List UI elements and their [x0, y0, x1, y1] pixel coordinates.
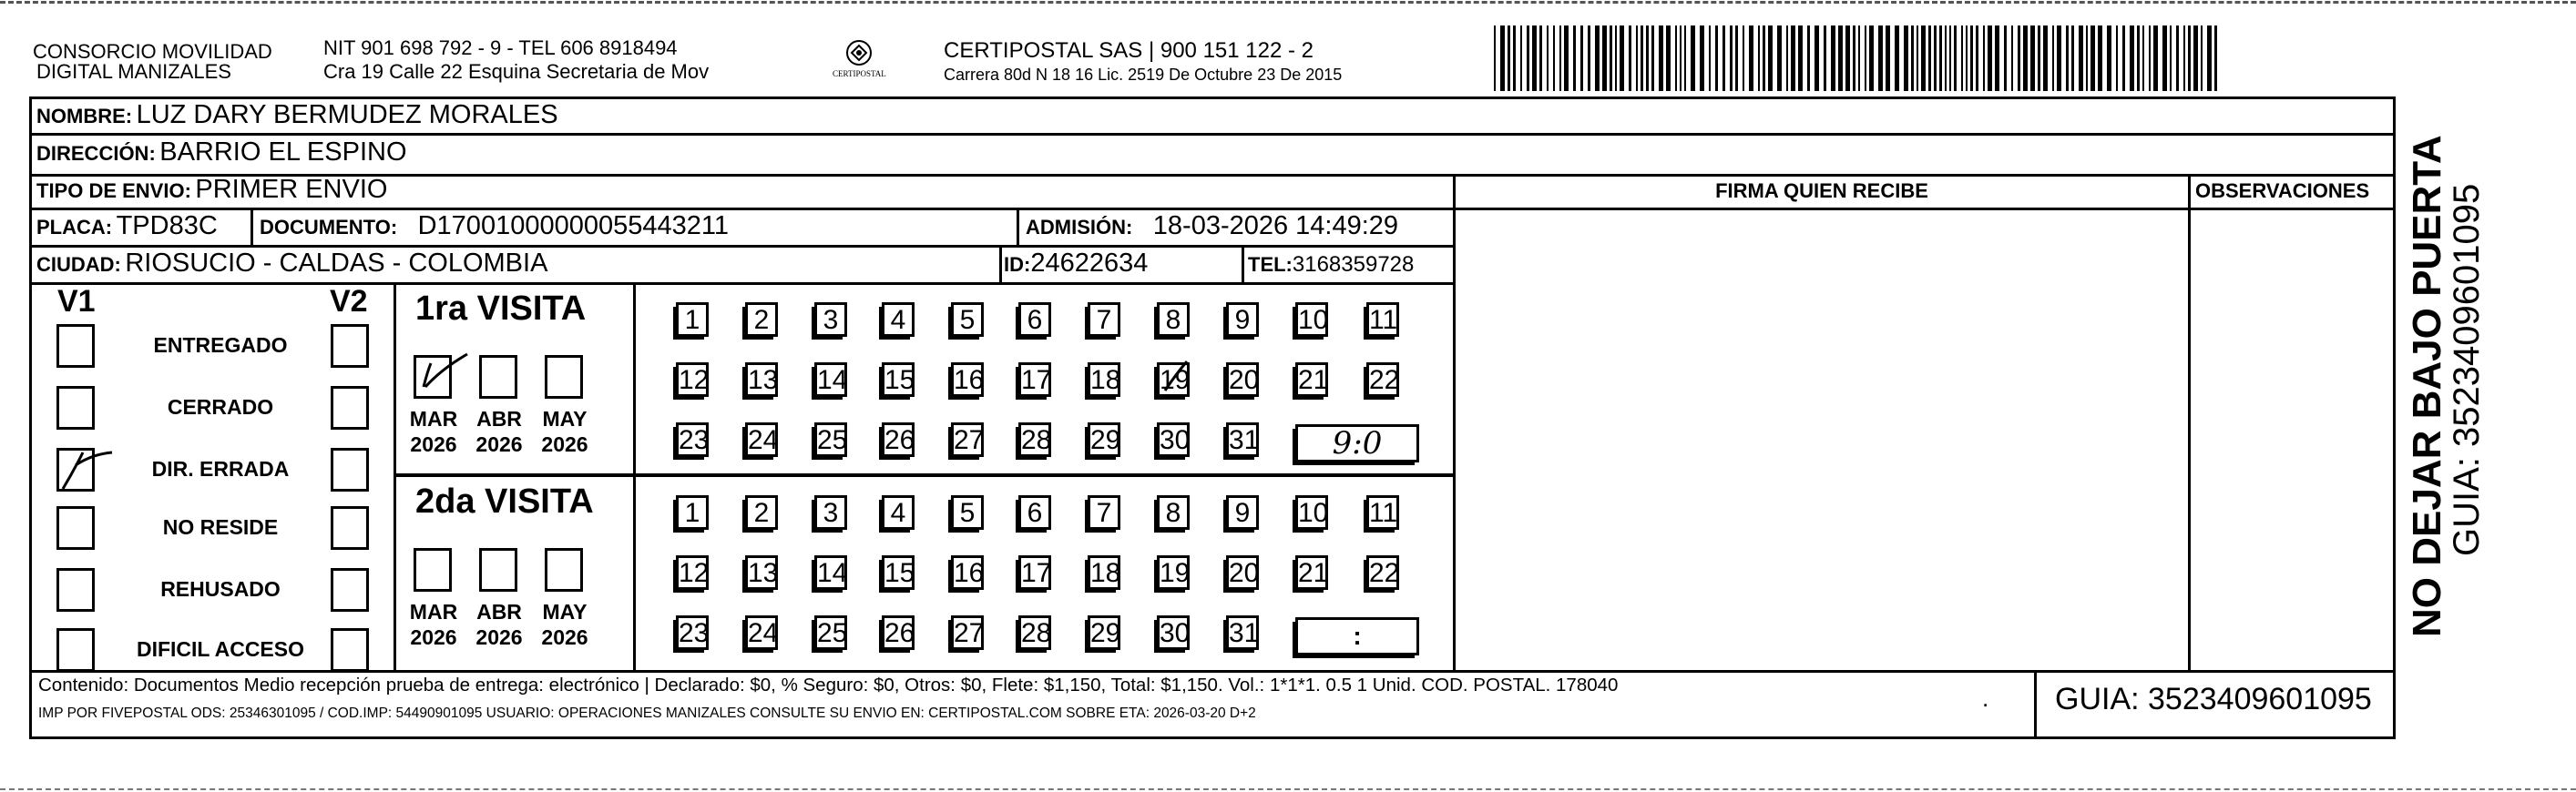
- day-box[interactable]: 31: [1226, 615, 1259, 650]
- v2-checkbox-5[interactable]: [331, 568, 369, 612]
- day-box[interactable]: 24: [745, 422, 778, 457]
- status-option-label: CERRADO: [167, 395, 274, 419]
- admision-field: [1026, 211, 1398, 241]
- placa-value: TPD83C: [116, 211, 218, 240]
- day-box[interactable]: 26: [882, 615, 915, 650]
- day-box[interactable]: 2: [745, 495, 778, 530]
- company-name-line1: CONSORCIO MOVILIDAD: [33, 40, 272, 63]
- day-box[interactable]: 3: [814, 495, 847, 530]
- status-option-label: ENTREGADO: [153, 333, 288, 357]
- imp-text: IMP POR FIVEPOSTAL ODS: 25346301095 / COD.IMP: 54490901095 USUARIO: OPERACIONES MANIZALES CONSULTE SU ENVIO EN: CERTIPOSTAL.COM SOBRE ETA: 2026-03-20 D+2: [38, 706, 1256, 721]
- v1-checkbox-3[interactable]: [56, 448, 95, 492]
- status-option-label: NO RESIDE: [162, 515, 279, 539]
- day-box[interactable]: 9: [1226, 495, 1259, 530]
- year-label: 2026: [541, 432, 588, 456]
- placa-label: PLACA:: [36, 216, 113, 239]
- day-box[interactable]: 30: [1157, 422, 1190, 457]
- v2-checkbox-3[interactable]: [331, 448, 369, 492]
- day-box[interactable]: 5: [951, 302, 984, 337]
- month-checkbox[interactable]: [479, 355, 517, 399]
- year-label: 2026: [410, 432, 457, 456]
- admision-value: 18-03-2026 14:49:29: [1152, 211, 1399, 240]
- month-checkbox[interactable]: [545, 548, 583, 592]
- placa-field: [36, 211, 218, 241]
- documento-value: D17001000000055443211: [417, 211, 729, 240]
- v2-header: V2: [330, 284, 368, 319]
- time-box[interactable]: 9:0: [1295, 424, 1419, 462]
- day-box[interactable]: 17: [1018, 362, 1051, 397]
- day-box[interactable]: 21: [1295, 362, 1328, 397]
- day-box[interactable]: 26: [882, 422, 915, 457]
- company-address: Cra 19 Calle 22 Esquina Secretaria de Mov: [323, 60, 710, 83]
- direccion-label: DIRECCIÓN:: [36, 142, 156, 165]
- month-checkbox[interactable]: [414, 548, 452, 592]
- day-box[interactable]: 10: [1295, 495, 1328, 530]
- day-box[interactable]: 10: [1295, 302, 1328, 337]
- month-checkbox[interactable]: [545, 355, 583, 399]
- direccion-field: [36, 137, 407, 168]
- day-box[interactable]: 4: [882, 495, 915, 530]
- observaciones-header: OBSERVACIONES: [2195, 179, 2370, 202]
- month-label: MAY: [542, 600, 588, 624]
- month-label: ABR: [476, 600, 522, 624]
- tipo-envio-label: TIPO DE ENVIO:: [36, 179, 191, 202]
- day-box[interactable]: 11: [1366, 495, 1399, 530]
- v1-header: V1: [57, 284, 96, 319]
- bottom-line: [0, 788, 2576, 790]
- day-box[interactable]: 28: [1018, 615, 1051, 650]
- day-box[interactable]: 27: [951, 615, 984, 650]
- v2-checkbox-1[interactable]: [331, 324, 369, 368]
- year-label: 2026: [410, 625, 457, 649]
- nombre-field: [36, 100, 558, 130]
- year-label: 2026: [475, 432, 523, 456]
- day-box[interactable]: 18: [1088, 555, 1120, 590]
- cut-line: [0, 1, 2576, 4]
- day-box[interactable]: 15: [882, 555, 915, 590]
- month-label: MAR: [409, 600, 458, 624]
- ciudad-label: CIUDAD:: [36, 253, 121, 276]
- day-box[interactable]: 4: [882, 302, 915, 337]
- id-value: 24622634: [1030, 249, 1149, 278]
- documento-label: DOCUMENTO:: [260, 216, 398, 239]
- day-box[interactable]: 1: [676, 302, 709, 337]
- month-checkbox[interactable]: [414, 355, 452, 399]
- certipostal-logo: [827, 36, 891, 87]
- visit-title: 1ra VISITA: [415, 289, 587, 328]
- ciudad-value: RIOSUCIO - CALDAS - COLOMBIA: [125, 249, 548, 278]
- logo-text: CERTIPOSTAL: [833, 69, 886, 78]
- day-box[interactable]: 6: [1018, 495, 1051, 530]
- day-box[interactable]: 22: [1366, 362, 1399, 397]
- tel-field: [1248, 252, 1414, 278]
- v2-checkbox-4[interactable]: [331, 506, 369, 550]
- v2-checkbox-2[interactable]: [331, 386, 369, 430]
- contenido-text: Contenido: Documentos Medio recepción prueba de entrega: electrónico | Declarado: $0, % Seguro: $0, Otros: $0, Flete: $1,150, Total: $1,150. Vol.: 1*1*1. 0.5 1 Unid. COD. POSTAL. 178040: [38, 675, 1619, 696]
- day-box[interactable]: 5: [951, 495, 984, 530]
- day-box[interactable]: 21: [1295, 555, 1328, 590]
- day-box[interactable]: 23: [676, 422, 709, 457]
- day-box[interactable]: 8: [1157, 302, 1190, 337]
- day-box[interactable]: 23: [676, 615, 709, 650]
- carrier-address: Carrera 80d N 18 16 Lic. 2519 De Octubre 23 De 2015: [944, 66, 1343, 84]
- day-box[interactable]: 7: [1088, 495, 1120, 530]
- nombre-value: LUZ DARY BERMUDEZ MORALES: [136, 100, 558, 129]
- day-box[interactable]: 14: [814, 362, 847, 397]
- day-box[interactable]: 9: [1226, 302, 1259, 337]
- day-box[interactable]: 28: [1018, 422, 1051, 457]
- day-box[interactable]: 20: [1226, 362, 1259, 397]
- ciudad-field: [36, 249, 547, 279]
- id-label: ID:: [1004, 253, 1031, 276]
- day-box[interactable]: 16: [951, 555, 984, 590]
- month-label: MAR: [409, 407, 458, 431]
- barcode: [1494, 25, 2223, 91]
- day-box[interactable]: 7: [1088, 302, 1120, 337]
- day-box[interactable]: 12: [676, 555, 709, 590]
- day-box[interactable]: 19: [1157, 362, 1190, 397]
- day-box[interactable]: 24: [745, 615, 778, 650]
- carrier-name: CERTIPOSTAL SAS | 900 151 122 - 2: [944, 38, 1314, 63]
- day-box[interactable]: 13: [745, 555, 778, 590]
- v2-checkbox-6[interactable]: [331, 628, 369, 672]
- day-box[interactable]: 17: [1018, 555, 1051, 590]
- status-option-label: DIFICIL ACCESO: [136, 637, 304, 661]
- status-option-label: DIR. ERRADA: [151, 457, 290, 481]
- v1-checkbox-6[interactable]: [56, 628, 95, 672]
- day-box[interactable]: 29: [1088, 422, 1120, 457]
- v1-checkbox-2[interactable]: [56, 386, 95, 430]
- v1-checkbox-1[interactable]: [56, 324, 95, 368]
- month-checkbox[interactable]: [479, 548, 517, 592]
- status-option-label: REHUSADO: [160, 577, 281, 601]
- v1-checkbox-4[interactable]: [56, 506, 95, 550]
- tel-label: TEL:: [1248, 253, 1293, 276]
- documento-field: [260, 211, 729, 241]
- side-guia: GUIA: 3523409601095: [2447, 183, 2487, 556]
- month-label: ABR: [476, 407, 522, 431]
- company-name-line2: DIGITAL MANIZALES: [36, 60, 231, 83]
- day-box[interactable]: 8: [1157, 495, 1190, 530]
- day-box[interactable]: 19: [1157, 555, 1190, 590]
- tipo-envio-field: [36, 175, 387, 205]
- time-box[interactable]: :: [1295, 617, 1419, 655]
- day-box[interactable]: 22: [1366, 555, 1399, 590]
- day-box[interactable]: 25: [814, 422, 847, 457]
- day-box[interactable]: 12: [676, 362, 709, 397]
- day-box[interactable]: 3: [814, 302, 847, 337]
- day-box[interactable]: 25: [814, 615, 847, 650]
- day-box[interactable]: 13: [745, 362, 778, 397]
- year-label: 2026: [541, 625, 588, 649]
- id-field: [1004, 249, 1148, 279]
- day-box[interactable]: 14: [814, 555, 847, 590]
- tel-value: 3168359728: [1292, 252, 1415, 277]
- day-box[interactable]: 15: [882, 362, 915, 397]
- day-box[interactable]: 20: [1226, 555, 1259, 590]
- footer-dot: .: [1982, 685, 1989, 712]
- company-nit: NIT 901 698 792 - 9 - TEL 606 8918494: [323, 36, 678, 59]
- day-box[interactable]: 27: [951, 422, 984, 457]
- direccion-value: BARRIO EL ESPINO: [159, 137, 407, 167]
- year-label: 2026: [475, 625, 523, 649]
- admision-label: ADMISIÓN:: [1026, 216, 1133, 239]
- tipo-envio-value: PRIMER ENVIO: [195, 175, 388, 204]
- day-box[interactable]: 16: [951, 362, 984, 397]
- day-box[interactable]: 30: [1157, 615, 1190, 650]
- visit-title: 2da VISITA: [415, 482, 594, 521]
- side-warning: NO DEJAR BAJO PUERTA: [2405, 135, 2449, 637]
- day-box[interactable]: 1: [676, 495, 709, 530]
- day-box[interactable]: 29: [1088, 615, 1120, 650]
- day-box[interactable]: 31: [1226, 422, 1259, 457]
- nombre-label: NOMBRE:: [36, 105, 133, 127]
- firma-header: FIRMA QUIEN RECIBE: [1715, 179, 1928, 202]
- day-box[interactable]: 6: [1018, 302, 1051, 337]
- day-box[interactable]: 2: [745, 302, 778, 337]
- v1-checkbox-5[interactable]: [56, 568, 95, 612]
- day-box[interactable]: 11: [1366, 302, 1399, 337]
- guia-footer: GUIA: 3523409601095: [2055, 682, 2372, 716]
- day-box[interactable]: 18: [1088, 362, 1120, 397]
- month-label: MAY: [542, 407, 588, 431]
